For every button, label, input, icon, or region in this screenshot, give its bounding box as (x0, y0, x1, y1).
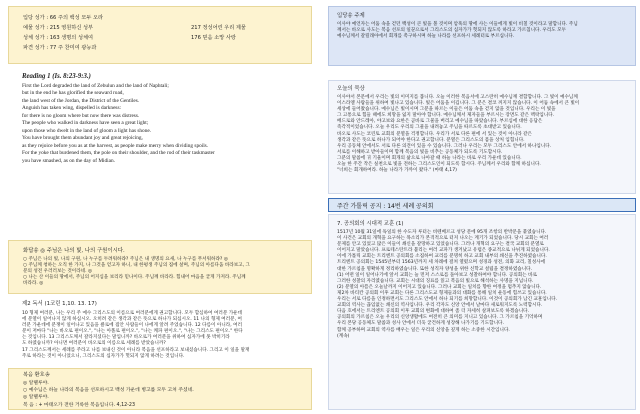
second-reading-line: 10 형제 여러분, 나는 우리 주 예수 그리스도의 이름으로 여러분에게 권고합니다. 모두 합심하여 여러분 가운데 (22, 311, 243, 316)
meditation-line: 베드로와 안드레아, 야고보와 요한은 곧바로 그물을 버리고 예수님을 따랐습니다. 부르심에 대한 응답은 (337, 119, 543, 125)
meditation-line: 오늘 한 주간 작은 실천으로 빛을 전하는 그리스도인이 되도록 합시다. 주님께서 우리와 함께 하십니다. (337, 162, 541, 168)
gospel-line: ○ 예수님은 하늘 나라의 복음을 선포하시고 백성 가운데 병고를 모두 고쳐 주셨네. (23, 387, 194, 393)
council-study-line: 대한 가르침을 명확하게 정리하였습니다. 또한 성직자 양성을 위한 신학교 설립을 결정하였습니다. (337, 266, 533, 272)
council-study-line: 제2차 바티칸 공의회 이후 교회는 다른 그리스도교 형제들과의 대화를 통해 일치 운동에 힘쓰고 있습니다. (337, 290, 547, 296)
reading-line: The people who walked in darkness have seen a great light; (22, 120, 149, 127)
hymn-left: 예물 성가 : 215 영원하신 성부 (23, 25, 94, 31)
council-study-line: 우리 본당 공동체도 말씀과 성사 안에서 더욱 굳건하게 성장해 나가기를 기도합니다. (337, 321, 504, 327)
reading-line: for there is no gloom where but now there was distress. (22, 112, 140, 119)
council-study-line: (2) 분열의 아픔은 오늘날까지 이어지고 있습니다. 그러나 교회는 일치를 향한 여정을 멈추지 않습니다. (337, 284, 542, 290)
second-reading-line: 도 하였습니까? 아니면 여러분이 바오로의 이름으로 세례를 받았습니까? (22, 341, 166, 347)
meditation-line: 생각과 같은 뜻으로 하나가 되어야 한다고 권고합니다. 분열은 그리스도의 몸을 상처 입힙니다. (337, 137, 525, 143)
reading-line: you have smashed, as on the day of Midian. (22, 157, 115, 164)
meditation-line: "너희는 회개하여라. 하늘 나라가 가까이 왔다." (마태 4,17) (337, 168, 457, 174)
council-study-line: 문제를 안고 있었고 많은 이들이 쇄신을 갈망하고 있었습니다. 그러나 개혁의 요구는 결국 교회의 분열로 (337, 242, 544, 248)
hymn-row (23, 13, 301, 23)
hymn-row (23, 23, 301, 33)
responsorial-psalm (8, 240, 312, 294)
council-study-line: 그러한 성찰의 자리였습니다. 교회는 시대의 징표를 읽고 복음의 빛으로 해석하는 사명을 지닙니다. (337, 278, 534, 284)
hymn-row (23, 33, 301, 43)
council-study-line: 이에 가톨릭 교회는 트리엔트 공의회를 소집하여 교리를 분명히 하고 교회 내부의 쇄신을 추진하였습니다. (337, 254, 547, 260)
meditation-line: 그 고통으로 힘들 때에도 희망을 잃지 말아야 합니다. 예수님께서 제자들을 부르시는 장면도 같은 맥락입니다. (337, 113, 555, 119)
meditation-line: 세상에 들어왔습니다. 예수님은 빛이시며 그분을 따르는 이들은 어둠 속을 걷지 않을 것입니다. 우리는 이 빛을 (337, 107, 556, 113)
hymn-left: 성체 성가 : 163 생명의 성체여 (23, 35, 94, 41)
gospel-acclamation (8, 368, 312, 410)
council-study-line: 우리는 서로 다름을 인정하면서도 그리스도 안에서 하나 되기를 희망합니다. 이것이 공의회가 남긴 교훈입니다. (337, 297, 558, 303)
first-reading-title: Reading 1 (Is. 8:23-9:3.) (22, 73, 91, 80)
hymn-row (23, 43, 301, 53)
council-study-box (328, 214, 636, 410)
gospel-line: 복 음 : + 마태오가 전한 거룩한 복음입니다. 4,12-23 (23, 402, 136, 408)
council-study-line: (계속) (337, 333, 350, 339)
introduction-box (328, 6, 636, 66)
reading-line: upon those who dwelt in the land of gloom a light has shone. (22, 127, 152, 134)
gospel-line: ◎ 알렐루야. (23, 380, 49, 386)
gospel-line: ◎ 알렐루야. (23, 395, 49, 401)
hymn-right: 217 정성어린 우리 제물 (191, 25, 246, 31)
introduction-line: 이사야 예언자는 어둠 속을 걷던 백성이 큰 빛을 볼 것이며 암흑의 땅에 사는 이들에게 빛이 비칠 것이라고 말합니다. 주님 (337, 22, 578, 27)
second-reading-line: 러분 가운데에 분쟁이 일어나고 있음을 클로에 집안 사람들이 나에게 알려 주었습니다. 12 다름이 아니라, 여러 (22, 323, 243, 329)
psalm-title: 화답송 ◎ 주님은 나의 빛, 나의 구원이시다. (23, 248, 125, 254)
hymn-left: 입당 성가 : 66 주의 백성 모두 오라 (23, 15, 104, 21)
second-reading-line: 에 분열이 일어나지 않게 하십시오. 오히려 같은 생각과 같은 뜻으로 하나가 되십시오. 11 나의 형제 여러분, 여 (22, 317, 242, 323)
meditation-line: 이사야서 본문에서 우리는 빛의 이미지를 봅니다. 오늘 이러한 복음서에 고스란히 예수님께 결합합니다. 그 빛이 예수님께 (337, 95, 578, 100)
council-study-line: 다음 호에서는 트리엔트 공의회 이후 교회의 변화에 대하여 좀 더 자세히 살펴보도록 하겠습니다. (337, 309, 530, 315)
second-reading (8, 296, 312, 368)
meditation-line: 이스라엘 사람들을 위하여 빛나고 있습니다. 빛은 어둠을 이깁니다. 그 분은 결코 꺼지지 않습니다. 이 어둠 속에서 큰 빛이 (337, 101, 580, 107)
reading-line: For the yoke that burdened them, the pole on their shoulder, and the rod of their taskmaster (22, 150, 215, 157)
hymn-left: 파견 성가 : 77 주 찬미여 광능과 (23, 45, 97, 51)
meditation-line: 즉각적이었습니다. 오늘 우리도 우리의 그물을 내려놓고 주님을 따르도록 초대받고 있습니다. (337, 125, 522, 131)
reading-line: Anguish has taken wing, dispelled is darkness: (22, 105, 122, 112)
council-study-line: 공의회의 가르침은 오늘 우리의 신앙생활에도 여전히 큰 의미를 지니고 있습니다. 그 가르침을 기억하며 (337, 315, 543, 321)
council-study-line: 교회의 역사는 끊임없는 쇄신의 역사입니다. 우리 각자도 신앙 안에서 날마다 새로워지도록 노력합시다. (337, 303, 543, 309)
second-reading-line: 분이 저마다 "나는 바오로 편이오.", "나는 아폴로 편이오.", "나는 케파 편이오.", "나는 그리스도 편이오." 한다 (22, 329, 243, 335)
right-page (320, 0, 640, 414)
weekly-notice-label: 주간 가톨릭 공지 : 14번 세례 공의회 (337, 202, 434, 210)
psalm-line: 분의 성전 우러러보는 것이라네. ◎ (23, 269, 92, 275)
first-reading (8, 68, 312, 218)
reading-line: as they rejoice before you as at the harvest, as people make merry when dividing spoils. (22, 142, 209, 149)
meditation-line: 우리 공동체 안에서도 서로 다른 의견이 있을 수 있습니다. 그러나 우리는 모두 그리스도 안에서 하나입니다. (337, 143, 552, 149)
psalm-line: ○ 나는 산 이들의 땅에서, 주님의 어지심을 보리라 믿나이다. 주님께 바라라. 힘내어 마음을 굳게 가져라. 주님께 (23, 275, 246, 281)
introduction-title: 입당송 주제 (337, 13, 365, 19)
psalm-line: ○ 주님은 나의 빛, 나의 구원, 나 누구를 두려워하랴? 주님은 내 생명의 요새, 나 누구를 무서워하랴? ◎ (23, 257, 228, 262)
council-study-line: 이어지고 말았습니다. 프로테스탄트라 불리는 여러 교파가 생겨났고 유럽은 종교적으로 나뉘게 되었습니다. (337, 248, 550, 254)
hymn-list (8, 6, 312, 64)
gospel-title: 복음 환호송 (23, 372, 50, 378)
second-reading-title: 제2 독서 (1코린 1,10. 13. 17) (22, 301, 97, 307)
meditation-box (328, 80, 636, 194)
psalm-line: 바라라. ◎ (23, 281, 44, 287)
introduction-line: 께서는 바오로 사도는 복음 선포의 일꾼으로서 그리스도의 십자가가 헛되지 않도록 하라고 가르칩니다. 우리도 모두 (337, 28, 567, 34)
meditation-line: 바오로 사도는 코린토 교회의 분열을 걱정합니다. 우리가 서로 다른 편에 서 있는 것이 아니라 같은 (337, 131, 532, 137)
council-study-line: 함께 공부하며 교회의 역사를 배우는 일은 우리의 신앙을 깊게 하는 소중한 시간입니다. (337, 327, 510, 333)
reading-line: First the Lord degraded the land of Zebulun and the land of Naphtali; (22, 83, 169, 89)
second-reading-line: 17 그리스도께서는 세례를 주라고 나를 보내신 것이 아니라 복음을 선포하라고 보내셨습니다. 그리고 이 일을 말재 (22, 347, 250, 353)
meditation-line: 서로를 이해하고 받아들이며 함께 복음의 빛을 비추는 공동체가 되도록 기도합시다. (337, 149, 503, 155)
reading-line: but in the end he has glorified the seaward road, (22, 90, 124, 97)
meditation-line: 그분의 말씀에 귀 기울이며 회개의 삶으로 나아갈 때 하늘 나라는 바로 우리 가운데 있습니다. (337, 155, 522, 161)
second-reading-line: 주로 하라는 것이 아니었으니, 그리스도의 십자가가 헛되지 않게 하려는 것입니다. (22, 353, 185, 359)
council-study-line: 1517년 10월 31일에 독일의 한 수도자 루터는 비텐베르크 성당 문에 95개 조항의 반박문을 붙였습니다. (337, 230, 547, 235)
weekly-notice-bar (328, 198, 636, 212)
psalm-line: ○ 주님께 청하는 오직 한 가지, 나 그것을 얻고자 하니, 내 한평생 주님의 집에 살며, 주님의 아름다움 바라보고, 그 (23, 263, 250, 269)
council-study-line: 이 사건은 교회의 개혁을 요구하는 목소리가 본격적으로 터져 나오는 계기가 되었습니다. 당시 교회는 여러 (337, 236, 549, 242)
council-study-line: 트리엔트 공의회는 1545년부터 1563년까지 세 차례에 걸쳐 열렸으며 성경과 성전, 의화 교리, 칠성사에 (337, 260, 546, 266)
hymn-right: 176 믿음 소망 사랑 (191, 35, 236, 41)
council-study-line: (1) 어떤 일이 일어나기에 앞서 교회는 늘 먼저 스스로를 돌아보고 성찰하여야 합니다. 공의회는 바로 (337, 272, 538, 278)
reading-line: the land west of the Jordan, the District of the Gentiles. (22, 97, 140, 104)
council-study-title: 7. 공의회의 시대적 교훈 (1) (337, 221, 404, 227)
second-reading-line: 는 것입니다. 13 그리스도께서 갈라지셨다는 말입니까? 바오로가 여러분을 위하여 십자가에 못 박히기라 (22, 335, 230, 341)
meditation-title: 오늘의 묵상 (337, 86, 365, 92)
introduction-line: 예수님께서 갈릴래아에서 회개를 촉구하시며 하늘 나라를 선포하시 세례터로 부르십니다. (337, 34, 515, 40)
reading-line: You have brought them abundant joy and great rejoicing, (22, 135, 143, 142)
